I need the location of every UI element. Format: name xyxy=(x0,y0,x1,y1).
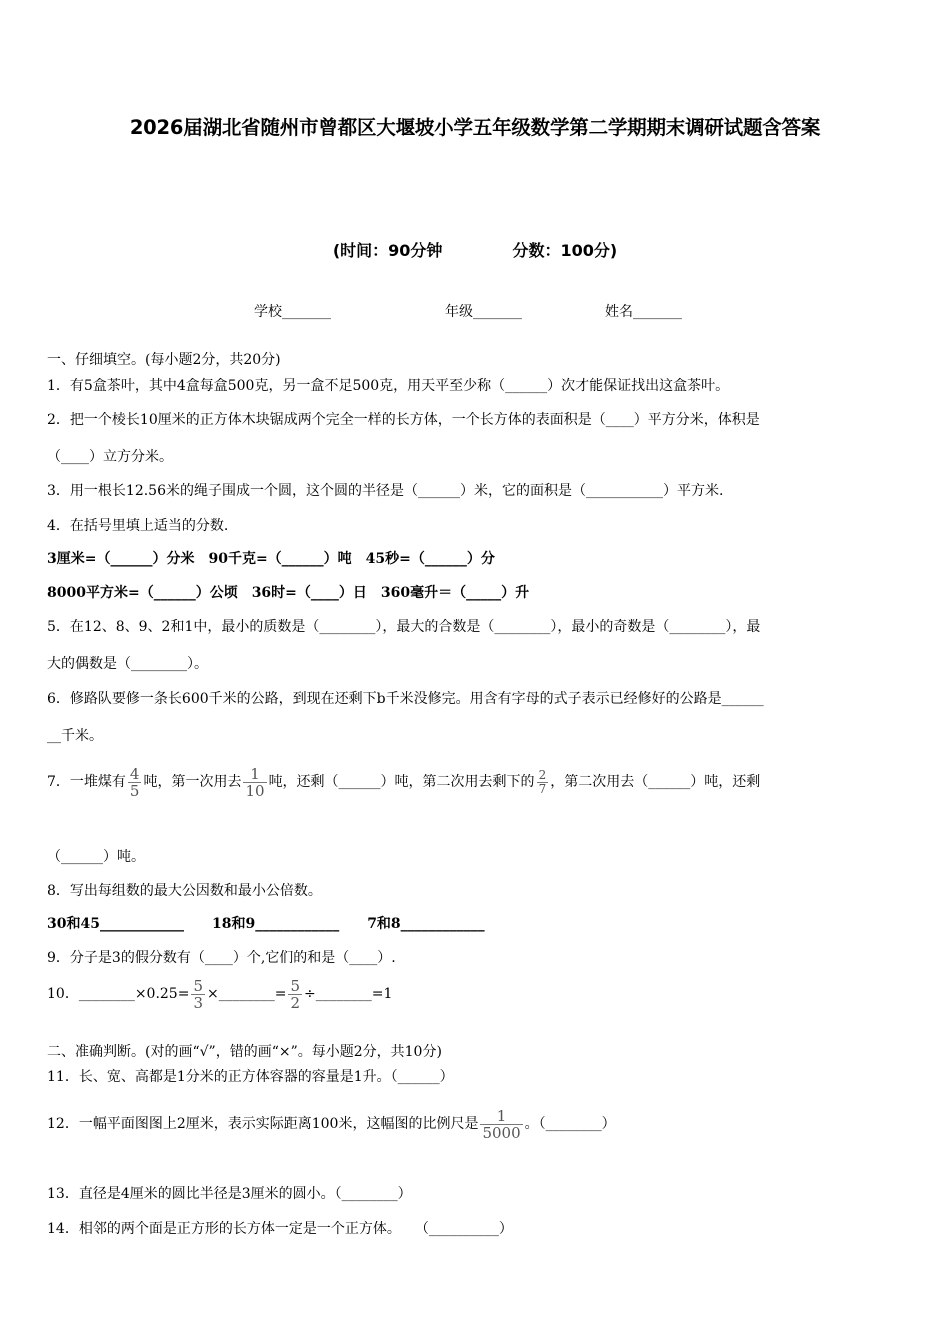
question-14: 14．相邻的两个面是正方形的长方体一定是一个正方体。 （__________） xyxy=(47,1221,513,1237)
exam-score: 分数：100分) xyxy=(512,241,618,260)
fraction-1-10 xyxy=(243,766,266,799)
fraction-denominator: 7 xyxy=(538,781,547,796)
question-10-part-1: 10．________×0.25= xyxy=(47,986,190,1002)
fraction-denominator: 3 xyxy=(193,993,203,1012)
question-7-part-1: 7．一堆煤有 xyxy=(47,774,126,790)
question-4-row-2: 8000平方米=（______）公顷 36时=（____）日 360毫升＝（_____）升 xyxy=(47,585,530,601)
fraction-denominator: 2 xyxy=(290,993,301,1012)
fraction-denominator: 5000 xyxy=(482,1123,521,1142)
question-7-part-2: 吨，第一次用去 xyxy=(143,774,242,790)
school-field[interactable]: 学校_______ xyxy=(254,304,331,320)
fraction-numerator: 5 xyxy=(193,976,203,995)
fraction-2-7 xyxy=(537,769,549,796)
fraction-numerator: 1 xyxy=(250,764,260,783)
question-3: 3．用一根长12.56米的绳子围成一个圆，这个圆的半径是（______）米，它的面积是（___________）平方米. xyxy=(47,483,724,499)
fraction-1-5000 xyxy=(480,1108,522,1141)
question-6-cont: __千米。 xyxy=(47,728,103,744)
question-12 xyxy=(47,1106,616,1142)
question-5: 5．在12、8、9、2和1中，最小的质数是（________），最大的合数是（________），最小的奇数是（________），最 xyxy=(47,619,761,635)
fraction-numerator: 5 xyxy=(290,976,301,995)
question-11: 11．长、宽、高都是1分米的正方体容器的容量是1升。（______） xyxy=(47,1069,454,1085)
question-6: 6．修路队要修一条长600千米的公路，到现在还剩下b千米没修完。用含有字母的式子表示已经修好的公路是______ xyxy=(47,691,764,707)
question-2: 2．把一个棱长10厘米的正方体木块锯成两个完全一样的长方体，一个长方体的表面积是（____）平方分米，体积是 xyxy=(47,412,760,428)
exam-time: (时间：90分钟 xyxy=(332,241,443,260)
fraction-5-2 xyxy=(288,978,302,1011)
name-field[interactable]: 姓名_______ xyxy=(605,304,682,320)
document-title: 2026届湖北省随州市曾都区大堰坡小学五年级数学第二学期期末调研试题含答案 xyxy=(129,116,821,139)
fraction-denominator: 5 xyxy=(129,781,140,800)
question-13: 13．直径是4厘米的圆比半径是3厘米的圆小。（________） xyxy=(47,1186,412,1202)
fraction-numerator: 4 xyxy=(129,764,140,783)
fraction-5-3 xyxy=(191,978,205,1011)
question-12-part-2: 。（________） xyxy=(524,1116,616,1132)
question-10-part-3: ÷________=1 xyxy=(304,986,393,1002)
question-8-row: 30和45____________ 18和9____________ 7和8____________ xyxy=(47,916,485,932)
question-9: 9．分子是3的假分数有（____）个,它们的和是（____）. xyxy=(47,950,396,966)
question-7-cont: （______）吨。 xyxy=(47,849,145,865)
question-4-row-1: 3厘米=（______）分米 90千克=（______）吨 45秒=（______）分 xyxy=(47,551,495,567)
fraction-numerator: 2 xyxy=(538,767,547,782)
grade-field[interactable]: 年级_______ xyxy=(445,304,522,320)
question-8: 8．写出每组数的最大公因数和最小公倍数。 xyxy=(47,883,322,899)
question-10 xyxy=(47,977,392,1011)
question-1: 1．有5盒茶叶，其中4盒每盒500克，另一盒不足500克，用天平至少称（______）次才能保证找出这盒茶叶。 xyxy=(47,378,730,394)
question-7-part-3: 吨，还剩（______）吨，第二次用去剩下的 xyxy=(268,774,535,790)
section-heading-2: 二、准确判断。(对的画“√”，错的画“×”。每小题2分，共10分) xyxy=(47,1044,442,1060)
exam-meta xyxy=(0,238,950,261)
section-heading-1: 一、仔细填空。(每小题2分，共20分) xyxy=(47,352,281,368)
question-12-part-1: 12．一幅平面图图上2厘米，表示实际距离100米，这幅图的比例尺是 xyxy=(47,1116,479,1132)
fraction-4-5 xyxy=(128,766,142,799)
fraction-denominator: 10 xyxy=(245,781,265,800)
question-10-part-2: ×________= xyxy=(207,986,287,1002)
question-7-part-4: ，第二次用去（______）吨，还剩 xyxy=(550,774,761,790)
question-7 xyxy=(47,765,760,799)
question-4: 4．在括号里填上适当的分数. xyxy=(47,518,229,534)
question-2-cont: （____）立方分米。 xyxy=(47,449,173,465)
question-5-cont: 大的偶数是（________）。 xyxy=(47,656,208,672)
fraction-numerator: 1 xyxy=(496,1106,507,1125)
